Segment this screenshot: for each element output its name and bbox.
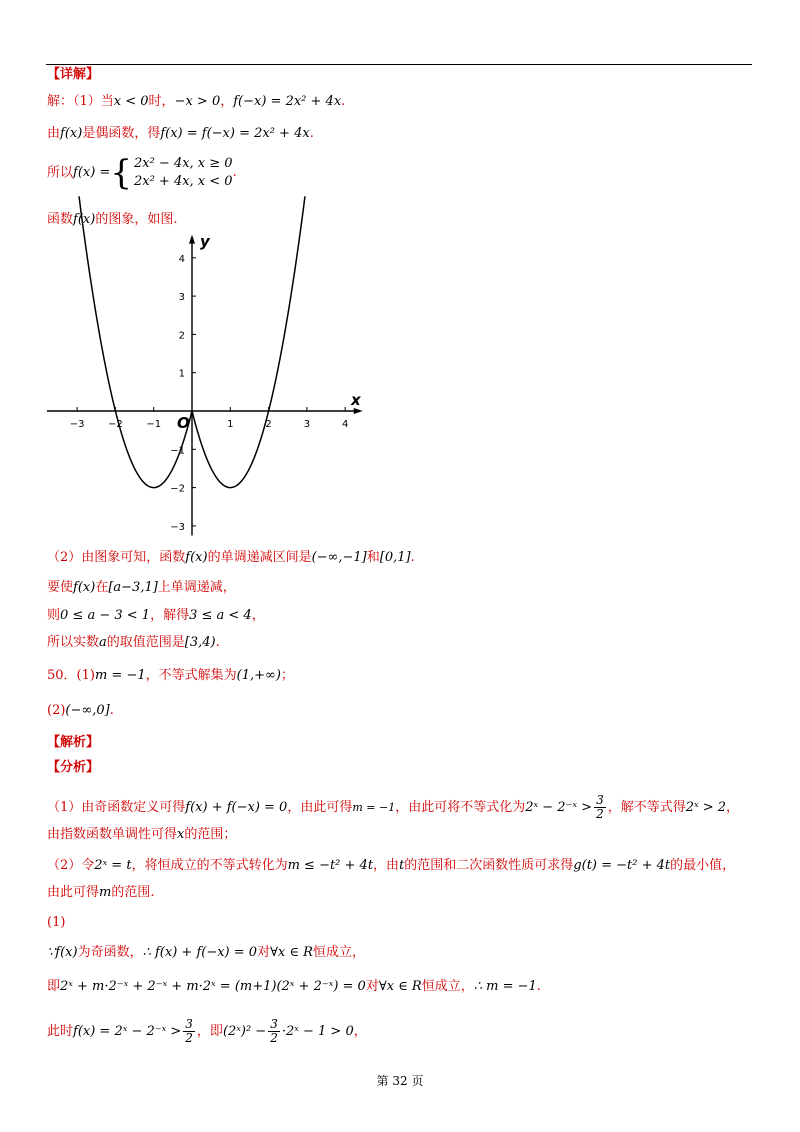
analysis-line-1: （1）由奇函数定义可得f(x) + f(−x) = 0，由此可得m = −1，由此可将不等式化为2ˣ − 2⁻ˣ > $\frac{3}{2}$ ，解不等式得2ˣ > 2， (47, 793, 740, 821)
piecewise-definition: 所以f(x) = { 2x² − 4x, x ≥ 0 2x² + 4x, x < 0 . (47, 153, 237, 193)
piecewise-brace: { 2x² − 4x, x ≥ 0 2x² + 4x, x < 0 (110, 153, 233, 193)
x-tick-label: −2 (108, 419, 123, 430)
y-tick-label: 1 (178, 368, 185, 380)
y-tick-label: −3 (170, 521, 185, 533)
q50-answer-1: 50．(1)m = −1，不等式解集为(1,+∞)； (47, 668, 294, 683)
origin-label: O (177, 414, 190, 432)
part2-line-4: 所以实数a的取值范围是[3,4). (47, 635, 220, 650)
solution-line-4: 函数f(x)的图象，如图. (47, 212, 178, 227)
part2-line-2: 要使f(x)在[a−3,1]上单调递减， (47, 580, 236, 595)
solution-step-3: 此时f(x) = 2ˣ − 2⁻ˣ > $\frac{3}{2}$ ，即(2ˣ)² − $\frac{3}{2}$ ·2ˣ − 1 > 0， (47, 1017, 367, 1045)
function-graph (0, 0, 800, 560)
x-tick-label: −1 (146, 419, 162, 430)
x-tick-label: −3 (69, 419, 85, 430)
page-number: 第 32 页 (376, 1074, 424, 1088)
solution-label-1: (1) (47, 915, 66, 930)
x-axis-label: x (350, 391, 361, 409)
analysis-line-2: 由指数函数单调性可得x的范围； (47, 827, 237, 842)
x-tick-label: 3 (303, 419, 311, 430)
q50-answer-2: (2)(−∞,0]. (47, 703, 114, 718)
x-tick-label: 2 (265, 419, 272, 430)
x-tick-label: 1 (227, 419, 234, 430)
y-axis-arrow (189, 235, 195, 244)
solution-step-1: ∵f(x)为奇函数，∴ f(x) + f(−x) = 0对∀x ∈ R恒成立， (47, 945, 365, 960)
curve-left-branch (79, 196, 192, 487)
section-tag-fenxi: 【分析】 (47, 760, 100, 775)
fraction-three-halves: $\frac{3}{2}$ (596, 793, 604, 821)
solution-line-2: 由f(x)是偶函数，得f(x) = f(−x) = 2x² + 4x. (47, 126, 314, 141)
y-tick-label: −2 (170, 483, 185, 495)
section-tag-xiangjie: 【详解】 (47, 67, 100, 82)
part2-line-3: 则0 ≤ a − 3 < 1，解得3 ≤ a < 4， (47, 608, 265, 623)
fraction-three-halves: $\frac{3}{2}$ (185, 1017, 193, 1045)
y-tick-label: 4 (178, 253, 185, 265)
fraction-three-halves: $\frac{3}{2}$ (270, 1017, 278, 1045)
part2-line-1: （2）由图象可知，函数f(x)的单调递减区间是(−∞,−1]和[0,1]. (47, 550, 415, 565)
y-tick-label: −1 (170, 445, 185, 457)
analysis-line-4: 由此可得m的范围. (47, 885, 155, 900)
y-tick-label: 3 (178, 292, 185, 304)
y-axis-label: y (200, 232, 210, 251)
analysis-line-3: （2）令2ˣ = t，将恒成立的不等式转化为m ≤ −t² + 4t，由t的范围和二次函数性质可求得g(t) = −t² + 4t的最小值， (47, 858, 736, 873)
section-tag-jiexi: 【解析】 (47, 735, 100, 750)
x-tick-label: 4 (342, 419, 349, 430)
y-tick-label: 2 (178, 330, 185, 342)
solution-line-1: 解：（1）当x < 0时，−x > 0，f(−x) = 2x² + 4x. (47, 94, 346, 109)
solution-step-2: 即2ˣ + m·2⁻ˣ + 2⁻ˣ + m·2ˣ = (m+1)(2ˣ + 2⁻ˣ) = 0对∀x ∈ R恒成立，∴ m = −1. (47, 979, 541, 994)
